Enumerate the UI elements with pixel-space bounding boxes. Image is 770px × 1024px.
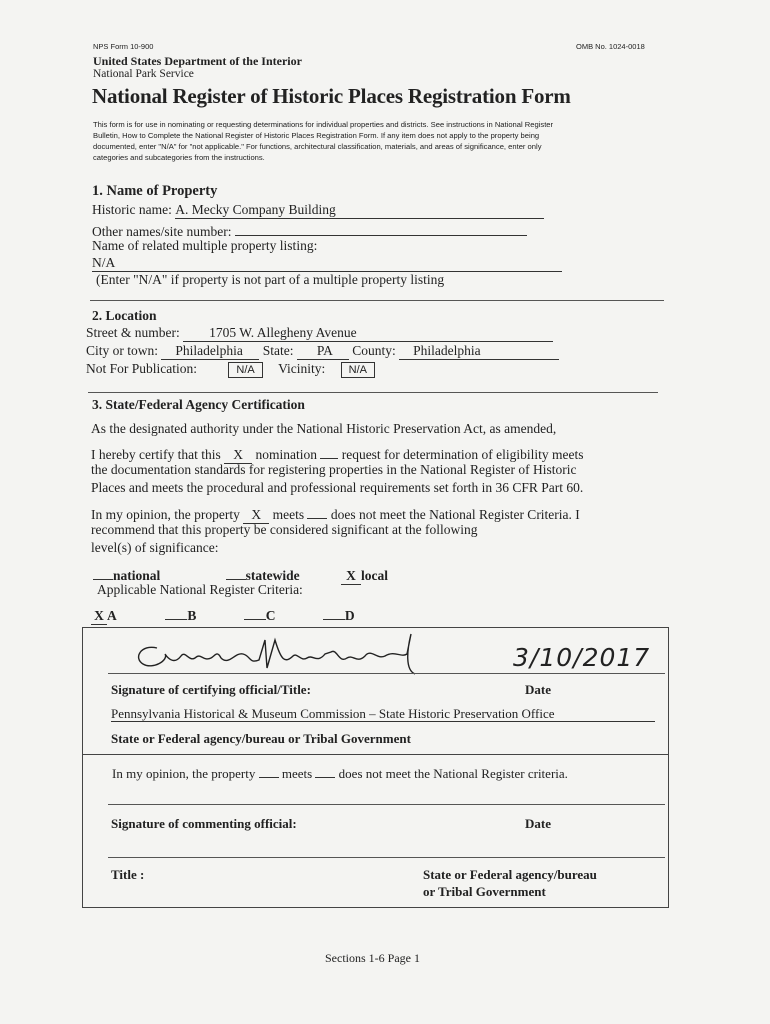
other-names-label: Other names/site number:	[92, 224, 232, 239]
comment-opinion-c: does not meet the National Register criteria.	[338, 766, 568, 781]
comment-opinion-b: meets	[281, 766, 313, 781]
divider	[90, 300, 664, 301]
criteria-d-check[interactable]	[323, 605, 345, 620]
comment-agency-line-2: or Tribal Government	[423, 884, 546, 899]
street-label: Street & number:	[86, 325, 180, 340]
related-listing-label: Name of related multiple property listing:	[92, 238, 318, 253]
certifying-signature-label: Signature of certifying official/Title:	[111, 682, 311, 697]
title-label: Title :	[111, 867, 145, 882]
historic-name-row	[92, 202, 544, 219]
agency-value: Pennsylvania Historical & Museum Commission – State Historic Preservation Office	[111, 707, 655, 722]
agency-row	[111, 706, 655, 722]
agency-label: State or Federal agency/bureau or Tribal Government	[111, 731, 411, 746]
city-label: City or town:	[86, 343, 159, 358]
signature-line	[108, 673, 665, 674]
form-number: NPS Form 10-900	[93, 42, 154, 51]
city-row	[86, 343, 559, 360]
instructions	[93, 119, 673, 163]
commenting-signature-label: Signature of commenting official:	[111, 816, 297, 831]
other-names-value	[235, 221, 527, 236]
street-row	[86, 325, 553, 342]
vicinity-box[interactable]: N/A	[341, 362, 375, 378]
state-value: PA	[297, 344, 349, 360]
section-2-heading: 2. Location	[92, 308, 157, 323]
signature-box-right	[668, 627, 669, 907]
section-3-heading: 3. State/Federal Agency Certification	[92, 397, 305, 412]
multiple-property-note: (Enter "N/A" if property is not part of a multiple property listing	[96, 272, 445, 287]
certify-line-2: the documentation standards for registering properties in the National Register of Historic	[91, 462, 577, 477]
page-title: National Register of Historic Places Registration Form	[92, 84, 571, 108]
section-1-heading: 1. Name of Property	[92, 183, 218, 199]
county-label: County:	[352, 343, 396, 358]
publication-row	[86, 361, 375, 378]
instructions-line: documented, enter "N/A" for "not applicable." For functions, architectural classification, materials, and areas of significance, enter only	[93, 142, 542, 151]
certify-text-a: I hereby certify that this	[91, 447, 221, 462]
criteria-label: Applicable National Register Criteria:	[97, 582, 303, 597]
criteria-b-check[interactable]	[165, 605, 187, 620]
certify-text-c: request for determination of eligibility meets	[341, 447, 584, 462]
does-not-meet-check[interactable]	[307, 504, 327, 519]
page-number: Sections 1-6 Page 1	[325, 951, 420, 965]
opinion-text-b: meets	[272, 507, 305, 522]
signature-box-bottom	[82, 907, 669, 908]
opinion-text-a: In my opinion, the property	[91, 507, 240, 522]
historic-name-value: A. Mecky Company Building	[175, 203, 544, 219]
criteria-a-label: A	[107, 608, 117, 623]
instructions-line: Bulletin, How to Complete the National Register of Historic Places Registration Form. If any item does not apply to the property being	[93, 131, 540, 140]
comment-opinion-row	[112, 764, 568, 782]
statewide-check[interactable]	[226, 565, 246, 580]
criteria-c-check[interactable]	[244, 605, 266, 620]
instructions-line: categories and subcategories from the instructions.	[93, 153, 265, 162]
signature-box-top	[82, 627, 668, 628]
comment-opinion-a: In my opinion, the property	[112, 766, 256, 781]
comment-title-line	[108, 857, 665, 858]
instructions-line: This form is for use in nominating or requesting determinations for individual properties and districts. See instructions in National Register	[93, 120, 554, 129]
national-check[interactable]	[93, 565, 113, 580]
criteria-a-check[interactable]: X	[91, 609, 107, 625]
opinion-line-3: level(s) of significance:	[91, 540, 219, 555]
divider	[88, 392, 658, 393]
signature-box-left	[82, 627, 83, 907]
certify-text-b: nomination	[255, 447, 317, 462]
handwritten-signature	[125, 630, 435, 676]
local-check[interactable]: X	[341, 569, 361, 585]
opinion-line-2: recommend that this property be considered significant at the following	[91, 522, 478, 537]
publication-label: Not For Publication:	[86, 361, 197, 376]
criteria-d-label: D	[344, 608, 355, 623]
comment-does-not-meet-check[interactable]	[315, 764, 335, 778]
omb-number: OMB No. 1024-0018	[576, 42, 645, 51]
department: United States Department of the Interior	[93, 54, 302, 68]
vicinity-label: Vicinity:	[278, 361, 326, 376]
nomination-check[interactable]: X	[224, 448, 252, 464]
certify-line-3: Places and meets the procedural and professional requirements set forth in 36 CFR Part 60.	[91, 480, 584, 495]
comment-meets-check[interactable]	[259, 764, 279, 778]
comment-date-label: Date	[525, 816, 551, 831]
certification-intro: As the designated authority under the National Historic Preservation Act, as amended,	[91, 421, 557, 436]
comment-signature-line	[108, 804, 665, 805]
opinion-text-c: does not meet the National Register Criteria. I	[330, 507, 580, 522]
meets-check[interactable]: X	[243, 508, 269, 524]
criteria-c-label: C	[265, 608, 276, 623]
related-listing-value: N/A	[92, 256, 562, 272]
state-label: State:	[262, 343, 294, 358]
statewide-label: statewide	[245, 568, 300, 583]
opinion-line-1	[91, 504, 580, 524]
criteria-row	[91, 605, 355, 625]
local-label: local	[361, 568, 389, 583]
historic-name-label: Historic name:	[92, 202, 172, 217]
national-label: national	[113, 568, 161, 583]
related-listing-row	[92, 255, 562, 272]
request-check[interactable]	[320, 444, 338, 459]
signature-box-divider	[82, 754, 668, 755]
county-value: Philadelphia	[399, 344, 559, 360]
publication-box[interactable]: N/A	[228, 362, 262, 378]
comment-agency-line-1: State or Federal agency/bureau	[423, 867, 597, 882]
certify-line-1	[91, 444, 584, 464]
street-value: 1705 W. Allegheny Avenue	[183, 326, 553, 342]
city-value: Philadelphia	[161, 344, 259, 360]
service: National Park Service	[93, 68, 194, 80]
date-label: Date	[525, 682, 551, 697]
criteria-b-label: B	[187, 608, 197, 623]
signature-date: 3/10/2017	[513, 643, 651, 672]
